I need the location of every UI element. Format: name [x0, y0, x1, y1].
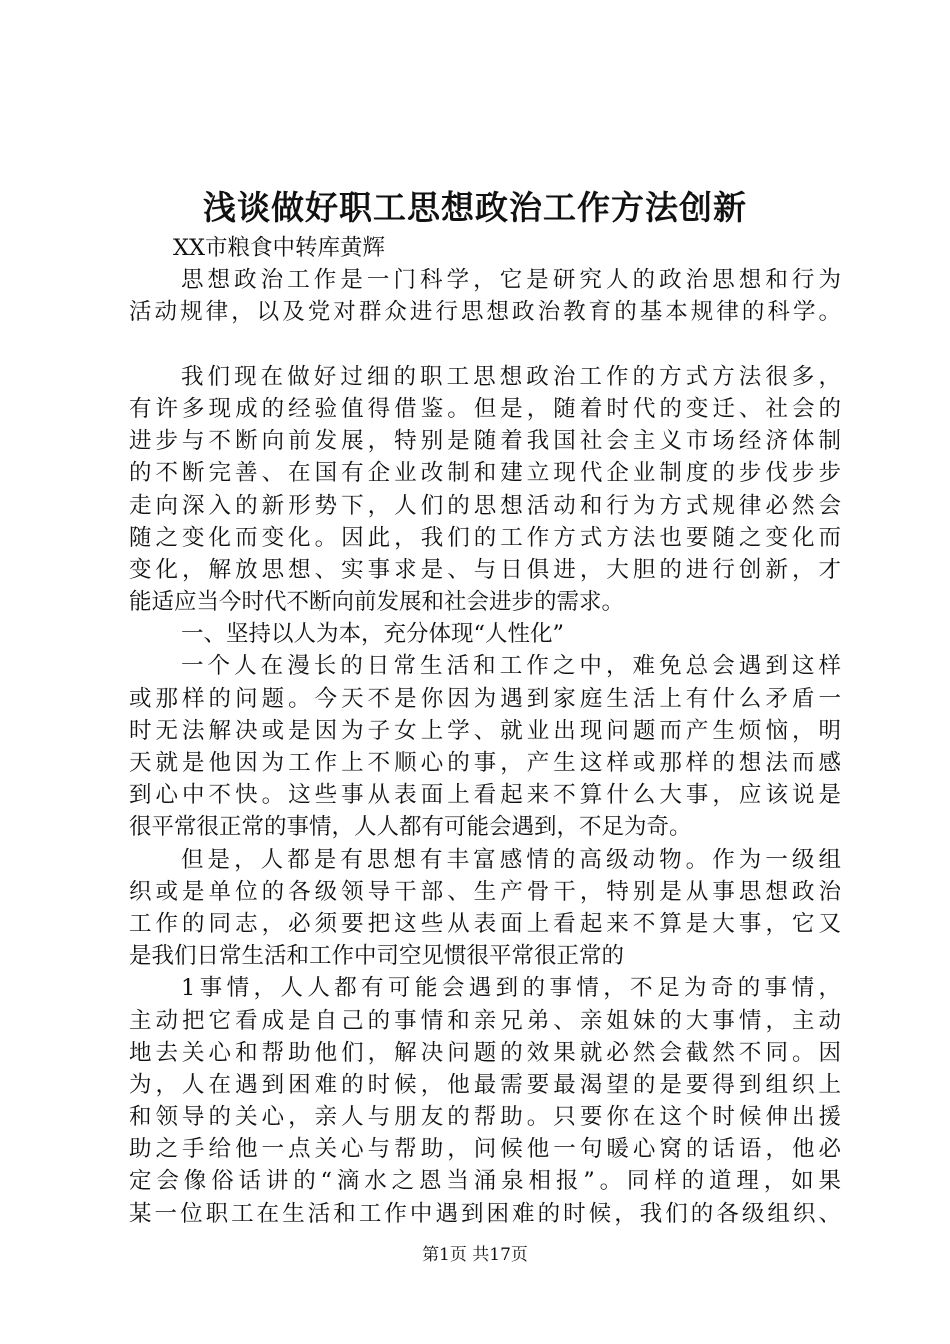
body-line: 随之变化而变化。因此，我们的工作方式方法也要随之变化而	[129, 524, 841, 551]
body-line: 变化，解放思想、实事求是、与日俱进，大胆的进行创新，才	[129, 556, 841, 583]
body-line: 定会像俗话讲的“滴水之恩当涌泉相报”。同样的道理，如果	[129, 1168, 841, 1195]
body-line: 助之手给他一点关心与帮助，问候他一句暖心窝的话语，他必	[129, 1136, 841, 1163]
body-line: 时无法解决或是因为子女上学、就业出现问题而产生烦恼，明	[129, 717, 841, 744]
body-line: 思想政治工作是一门科学，它是研究人的政治思想和行为	[181, 267, 841, 294]
body-line: 活动规律，以及党对群众进行思想政治教育的基本规律的科学。	[129, 299, 841, 326]
document-body	[129, 232, 841, 1230]
body-line: 某一位职工在生活和工作中遇到困难的时候，我们的各级组织、	[129, 1200, 841, 1227]
body-line: 为，人在遇到困难的时候，他最需要最渴望的是要得到组织上	[129, 1071, 841, 1098]
blank-line	[129, 329, 841, 361]
body-line: 工作的同志，必须要把这些从表面上看起来不算是大事，它又	[129, 910, 841, 937]
body-line: 是我们日常生活和工作中司空见惯很平常很正常的	[129, 943, 625, 970]
body-line: 很平常很正常的事情，人人都有可能会遇到，不足为奇。	[129, 814, 692, 841]
body-line: 走向深入的新形势下，人们的思想活动和行为方式规律必然会	[129, 492, 841, 519]
body-line: 天就是他因为工作上不顺心的事，产生这样或那样的想法而感	[129, 750, 841, 776]
body-line: 织或是单位的各级领导干部、生产骨干，特别是从事思想政治	[129, 878, 841, 905]
body-line: 我们现在做好过细的职工思想政治工作的方式方法很多，	[181, 363, 841, 390]
body-line: 有许多现成的经验值得借鉴。但是，随着时代的变迁、社会的	[129, 395, 841, 422]
body-line: 和领导的关心，亲人与朋友的帮助。只要你在这个时候伸出援	[129, 1104, 841, 1131]
body-line: 或那样的问题。今天不是你因为遇到家庭生活上有什么矛盾一	[129, 685, 841, 712]
body-line: 的不断完善、在国有企业改制和建立现代企业制度的步伐步步	[129, 460, 841, 487]
body-line: 到心中不快。这些事从表面上看起来不算什么大事，应该说是	[129, 782, 841, 809]
document-title: 浅谈做好职工思想政治工作方法创新	[203, 188, 747, 227]
body-line: 地去关心和帮助他们，解决问题的效果就必然会截然不同。因	[129, 1039, 841, 1066]
body-line: 进步与不断向前发展，特别是随着我国社会主义市场经济体制	[129, 428, 841, 455]
author-line: XX市粮食中转库黄辉	[173, 235, 386, 261]
body-line: 1事情，人人都有可能会遇到的事情，不足为奇的事情，	[181, 975, 841, 1002]
page-footer: 第1页 共17页	[422, 1245, 528, 1265]
body-line: 但是，人都是有思想有丰富感情的高级动物。作为一级组	[181, 846, 841, 873]
body-line: 一个人在漫长的日常生活和工作之中，难免总会遇到这样	[181, 653, 841, 680]
section-heading: 一、坚持以人为本，充分体现“人性化”	[181, 621, 565, 648]
body-line: 主动把它看成是自己的事情和亲兄弟、亲姐妹的大事情，主动	[129, 1007, 841, 1034]
body-line: 能适应当今时代不断向前发展和社会进步的需求。	[129, 589, 625, 616]
